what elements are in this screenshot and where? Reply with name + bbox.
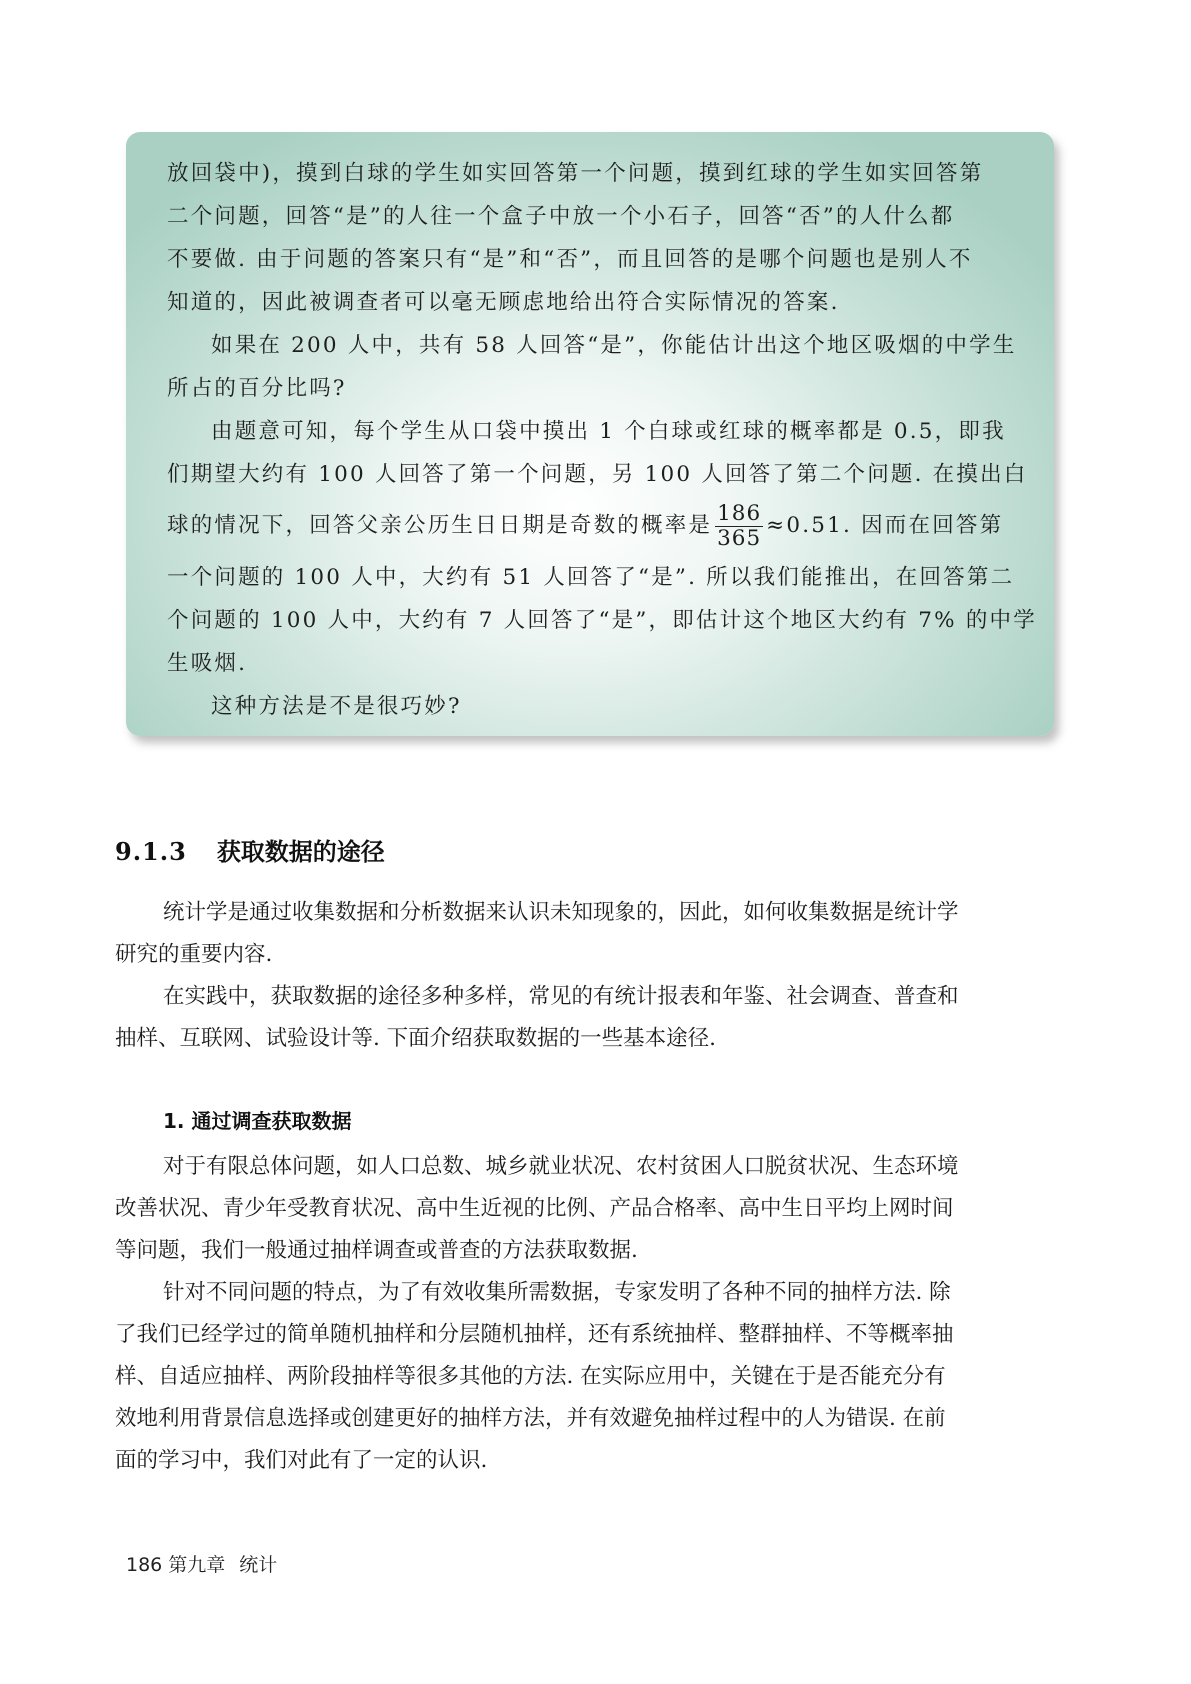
box-line: 一个问题的 100 人中，大约有 51 人回答了“是”. 所以我们能推出，在回答第二 bbox=[167, 565, 1015, 590]
box-line: 如果在 200 人中，共有 58 人回答“是”，你能估计出这个地区吸烟的中学生 bbox=[211, 333, 1017, 358]
box-line: 所占的百分比吗? bbox=[167, 376, 347, 401]
box-line: 们期望大约有 100 人回答了第一个问题，另 100 人回答了第二个问题. 在摸出白 bbox=[167, 462, 1028, 487]
paragraph-line: 效地利用背景信息选择或创建更好的抽样方法，并有效避免抽样过程中的人为错误. 在前 bbox=[115, 1406, 946, 1431]
box-line: 知道的，因此被调查者可以毫无顾虑地给出符合实际情况的答案. bbox=[167, 290, 840, 315]
box-line: 二个问题，回答“是”的人往一个盒子中放一个小石子，回答“否”的人什么都 bbox=[167, 204, 955, 229]
fraction bbox=[715, 502, 763, 551]
section-number: 9.1.3 bbox=[115, 837, 187, 866]
body-text bbox=[115, 892, 1065, 1060]
paragraph-line: 改善状况、青少年受教育状况、高中生近视的比例、产品合格率、高中生日平均上网时间 bbox=[115, 1196, 954, 1221]
paragraph-line: 针对不同问题的特点，为了有效收集所需数据，专家发明了各种不同的抽样方法. 除 bbox=[163, 1280, 951, 1305]
box-line: 不要做. 由于问题的答案只有“是”和“否”，而且回答的是哪个问题也是别人不 bbox=[167, 247, 973, 272]
chapter-label: 第九章 bbox=[168, 1554, 226, 1576]
box-line: 由题意可知，每个学生从口袋中摸出 1 个白球或红球的概率都是 0.5，即我 bbox=[211, 419, 1006, 444]
box-fraction-line bbox=[167, 496, 1017, 556]
paragraph-line: 研究的重要内容. bbox=[115, 942, 273, 967]
paragraph-line: 抽样、互联网、试验设计等. 下面介绍获取数据的一些基本途径. bbox=[115, 1026, 717, 1051]
chapter-title: 统计 bbox=[239, 1554, 278, 1576]
paragraph-line: 等问题，我们一般通过抽样调查或普查的方法获取数据. bbox=[115, 1238, 638, 1263]
fraction-denominator: 365 bbox=[717, 525, 762, 551]
box-line: 放回袋中)，摸到白球的学生如实回答第一个问题，摸到红球的学生如实回答第 bbox=[167, 161, 984, 186]
paragraph-line: 统计学是通过收集数据和分析数据来认识未知现象的，因此，如何收集数据是统计学 bbox=[163, 900, 959, 925]
box-line: 生吸烟. bbox=[167, 651, 248, 676]
paragraph-line: 在实践中，获取数据的途径多种多样，常见的有统计报表和年鉴、社会调查、普查和 bbox=[163, 984, 959, 1009]
paragraph-line: 样、自适应抽样、两阶段抽样等很多其他的方法. 在实际应用中，关键在于是否能充分有 bbox=[115, 1364, 946, 1389]
paragraph-line: 面的学习中，我们对此有了一定的认识. bbox=[115, 1448, 488, 1473]
subheading: 1. 通过调查获取数据 bbox=[163, 1109, 352, 1133]
section-title: 获取数据的途径 bbox=[216, 838, 385, 866]
section-heading bbox=[115, 832, 385, 867]
page-number: 186 bbox=[126, 1554, 163, 1576]
page-footer bbox=[126, 1550, 277, 1577]
fraction-numerator: 186 bbox=[717, 500, 762, 526]
paragraph-line: 了我们已经学过的简单随机抽样和分层随机抽样，还有系统抽样、整群抽样、不等概率抽 bbox=[115, 1322, 954, 1347]
fraction-suffix: ≈0.51. 因而在回答第 bbox=[766, 513, 1004, 538]
fraction-prefix: 球的情况下，回答父亲公历生日日期是奇数的概率是 bbox=[167, 513, 713, 538]
paragraph-line: 对于有限总体问题，如人口总数、城乡就业状况、农村贫困人口脱贫状况、生态环境 bbox=[163, 1154, 959, 1179]
box-line: 个问题的 100 人中，大约有 7 人回答了“是”，即估计这个地区大约有 7% 的中学 bbox=[167, 608, 1037, 633]
body-text-2 bbox=[115, 1146, 1065, 1482]
box-line: 这种方法是不是很巧妙? bbox=[211, 694, 462, 719]
example-box-text bbox=[167, 152, 1037, 728]
